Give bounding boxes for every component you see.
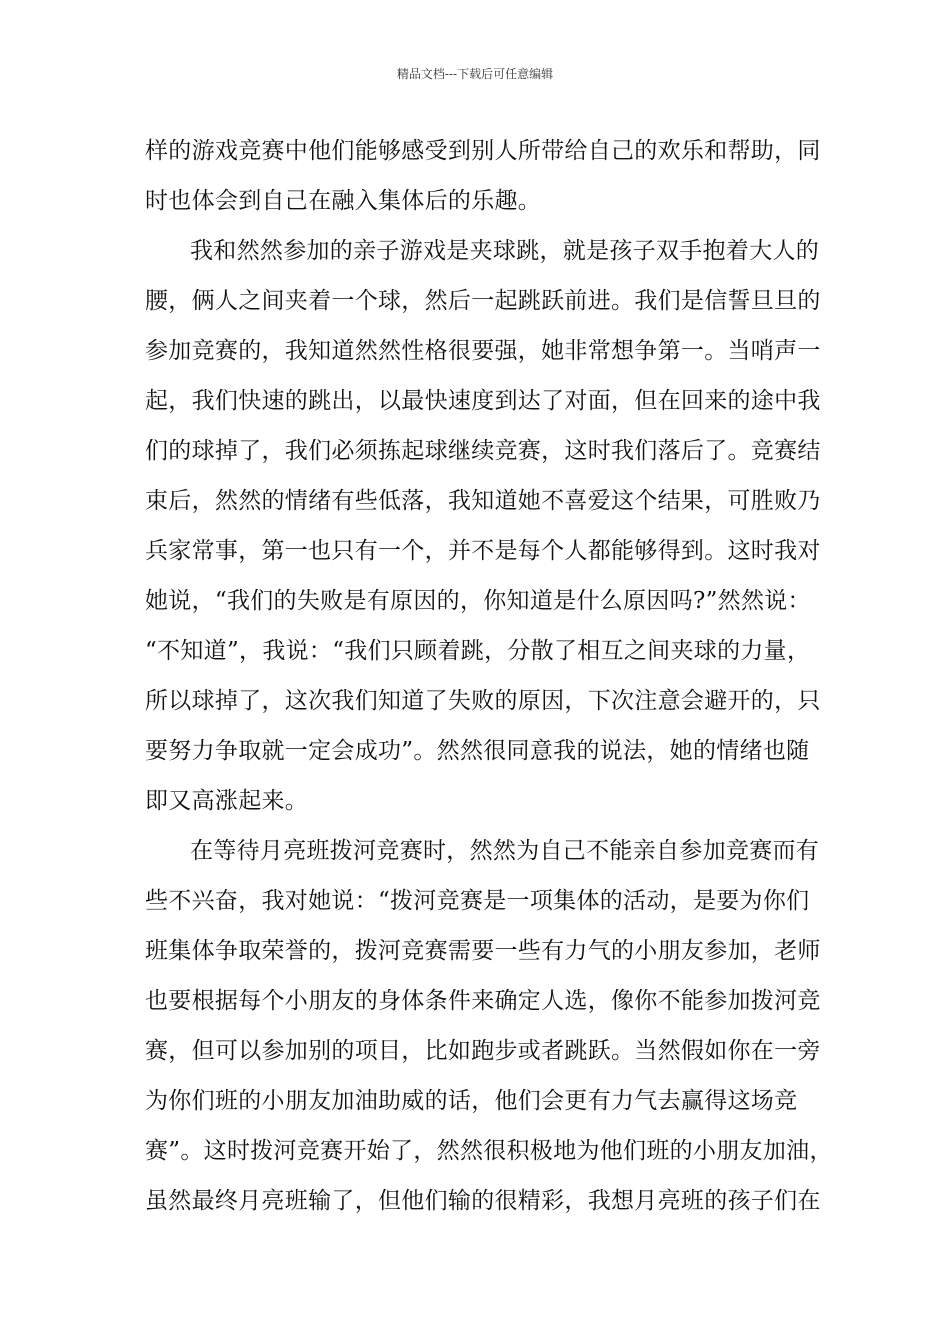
text-line: 起，我们快速的跳出，以最快速度到达了对面，但在回来的途中我 bbox=[145, 388, 821, 414]
text-line: 参加竞赛的，我知道然然性格很要强，她非常想争第一。当哨声一 bbox=[145, 338, 821, 364]
text-line: 们的球掉了，我们必须拣起球继续竞赛，这时我们落后了。竞赛结 bbox=[145, 438, 821, 464]
paragraph-start-line: 在等待月亮班拨河竞赛时，然然为自己不能亲自参加竞赛而有 bbox=[190, 838, 820, 864]
text-line: 为你们班的小朋友加油助威的话，他们会更有力气去赢得这场竞 bbox=[145, 1088, 798, 1114]
text-line: 兵家常事，第一也只有一个，并不是每个人都能够得到。这时我对 bbox=[145, 538, 821, 564]
text-line: 样的游戏竞赛中他们能够感受到别人所带给自己的欢乐和帮助，同 bbox=[145, 138, 821, 164]
text-line: 所以球掉了，这次我们知道了失败的原因，下次注意会避开的，只 bbox=[145, 688, 821, 714]
text-line: 赛，但可以参加别的项目，比如跑步或者跳跃。当然假如你在一旁 bbox=[145, 1038, 821, 1064]
text-line: “不知道”，我说：“我们只顾着跳，分散了相互之间夹球的力量， bbox=[145, 638, 811, 664]
text-line: 束后，然然的情绪有些低落，我知道她不喜爱这个结果，可胜败乃 bbox=[145, 488, 821, 514]
text-line: 即又高涨起来。 bbox=[145, 788, 309, 814]
text-line: 班集体争取荣誉的，拨河竞赛需要一些有力气的小朋友参加，老师 bbox=[145, 938, 821, 964]
text-line: 也要根据每个小朋友的身体条件来确定人选，像你不能参加拨河竞 bbox=[145, 988, 821, 1014]
text-line: 些不兴奋，我对她说：“拨河竞赛是一项集体的活动，是要为你们 bbox=[145, 888, 810, 914]
text-line: 要努力争取就一定会成功”。然然很同意我的说法，她的情绪也随 bbox=[145, 738, 810, 764]
text-line: 腰，俩人之间夹着一个球，然后一起跳跃前进。我们是信誓旦旦的 bbox=[145, 288, 821, 314]
text-line: 赛”。这时拨河竞赛开始了，然然很积极地为他们班的小朋友加油， bbox=[145, 1138, 833, 1164]
page-header: 精品文档---下载后可任意编辑 bbox=[396, 67, 554, 81]
text-line: 时也体会到自己在融入集体后的乐趣。 bbox=[145, 188, 542, 214]
paragraph-start-line: 我和然然参加的亲子游戏是夹球跳，就是孩子双手抱着大人的 bbox=[190, 238, 820, 264]
text-line: 她说，“我们的失败是有原因的，你知道是什么原因吗?”然然说： bbox=[145, 588, 811, 614]
text-line: 虽然最终月亮班输了，但他们输的很精彩，我想月亮班的孩子们在 bbox=[145, 1188, 821, 1214]
